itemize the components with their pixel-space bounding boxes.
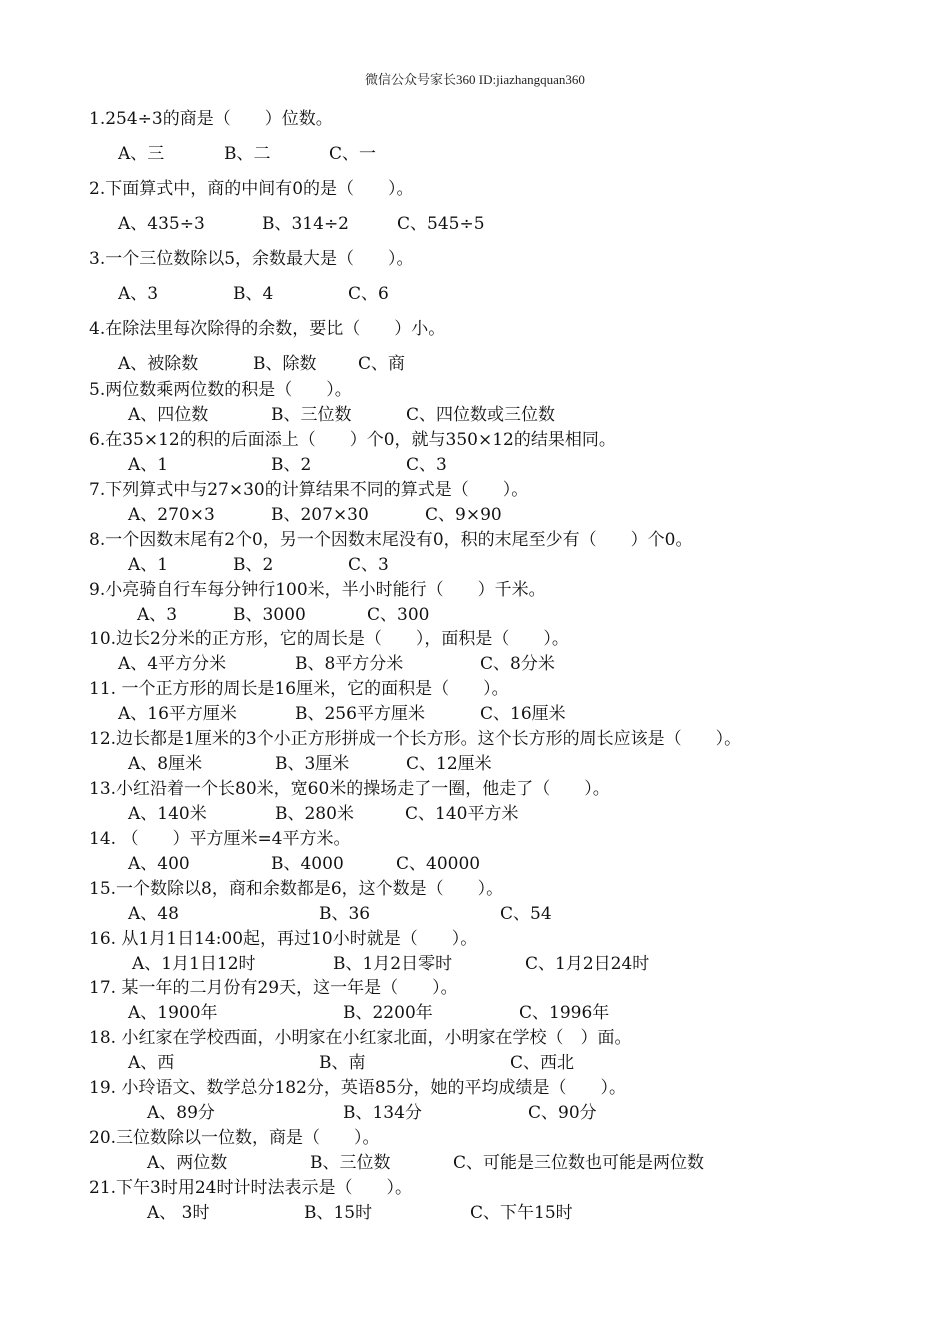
option-c: C、6 [348, 284, 389, 304]
question-stem: 5.两位数乘两位数的积是（ ）。 [89, 380, 352, 400]
option-c: C、3 [406, 455, 447, 475]
option-c: C、40000 [396, 854, 481, 874]
option-a: A、1 [128, 455, 169, 475]
option-b: B、2 [233, 555, 274, 575]
option-c: C、下午15时 [470, 1203, 573, 1223]
option-c: C、商 [358, 354, 406, 374]
option-b: B、2 [271, 455, 312, 475]
option-c: C、9×90 [425, 505, 502, 525]
option-b: B、二 [224, 144, 271, 164]
option-a: A、270×3 [128, 505, 215, 525]
question-stem: 3.一个三位数除以5，余数最大是（ ）。 [89, 249, 414, 269]
question-stem: 12.边长都是1厘米的3个小正方形拼成一个长方形。这个长方形的周长应该是（ ）。 [89, 729, 742, 749]
option-c: C、四位数或三位数 [406, 405, 556, 425]
option-a: A、1 [128, 555, 169, 575]
option-row [0, 1202, 573, 1290]
question-stem: 18. 小红家在学校西面，小明家在小红家北面，小明家在学校（ ）面。 [89, 1028, 632, 1048]
question-stem: 15.一个数除以8，商和余数都是6，这个数是（ ）。 [89, 879, 504, 899]
option-b: B、2200年 [343, 1003, 433, 1023]
question-stem: 13.小红沿着一个长80米，宽60米的操场走了一圈，他走了（ ）。 [89, 779, 610, 799]
option-a: A、3 [118, 284, 159, 304]
option-a: A、四位数 [128, 405, 209, 425]
option-b: B、三位数 [271, 405, 352, 425]
option-b: B、207×30 [271, 505, 369, 525]
question-stem: 11. 一个正方形的周长是16厘米，它的面积是（ ）。 [89, 679, 509, 699]
option-a: A、西 [128, 1053, 175, 1073]
option-b: B、3000 [233, 605, 306, 625]
question-stem: 20.三位数除以一位数，商是（ ）。 [89, 1128, 380, 1148]
option-a: A、48 [128, 904, 179, 924]
question-stem: 6.在35×12的积的后面添上（ ）个0，就与350×12的结果相同。 [89, 430, 616, 450]
option-b: B、除数 [253, 354, 317, 374]
question-stem: 10.边长2分米的正方形，它的周长是（ ），面积是（ ）。 [89, 629, 569, 649]
option-c: C、54 [500, 904, 552, 924]
option-b: B、三位数 [310, 1153, 391, 1173]
option-a: A、1900年 [128, 1003, 218, 1023]
question-stem: 1.254÷3的商是（ ）位数。 [89, 109, 333, 129]
option-a: A、两位数 [147, 1153, 228, 1173]
option-a: A、1月1日12时 [132, 954, 256, 974]
question-stem: 21.下午3时用24时计时法表示是（ ）。 [89, 1178, 412, 1198]
question-stem: 2.下面算式中，商的中间有0的是（ ）。 [89, 179, 414, 199]
question-stem: 19. 小玲语文、数学总分182分，英语85分，她的平均成绩是（ ）。 [89, 1078, 627, 1098]
option-c: C、300 [367, 605, 430, 625]
question-stem: 17. 某一年的二月份有29天，这一年是（ ）。 [89, 978, 458, 998]
option-b: B、134分 [343, 1103, 422, 1123]
option-a: A、435÷3 [118, 214, 205, 234]
question-stem: 14. （ ）平方厘米=4平方米。 [89, 829, 351, 849]
option-b: B、314÷2 [262, 214, 350, 234]
option-c: C、140平方米 [405, 804, 519, 824]
option-a: A、被除数 [118, 354, 199, 374]
option-b: B、36 [319, 904, 371, 924]
option-c: C、8分米 [480, 654, 555, 674]
option-c: C、1月2日24时 [525, 954, 650, 974]
option-c: C、90分 [528, 1103, 597, 1123]
option-a: A、400 [128, 854, 190, 874]
option-b: B、256平方厘米 [295, 704, 425, 724]
option-b: B、4 [233, 284, 274, 304]
option-a: A、3 [137, 605, 178, 625]
option-a: A、三 [118, 144, 165, 164]
option-b: B、8平方分米 [295, 654, 404, 674]
option-a: A、89分 [147, 1103, 215, 1123]
option-a: A、16平方厘米 [118, 704, 237, 724]
option-c: C、16厘米 [480, 704, 566, 724]
option-b: B、1月2日零时 [333, 954, 453, 974]
option-c: C、西北 [510, 1053, 575, 1073]
option-b: B、南 [319, 1053, 366, 1073]
option-a: A、8厘米 [128, 754, 203, 774]
option-a: A、4平方分米 [118, 654, 227, 674]
option-b: B、280米 [275, 804, 354, 824]
option-a: A、 3时 [147, 1203, 210, 1223]
option-c: C、3 [348, 555, 389, 575]
question-stem: 7.下列算式中与27×30的计算结果不同的算式是（ ）。 [89, 480, 529, 500]
page-header: 微信公众号家长360 ID:jiazhangquan360 [365, 72, 585, 87]
question-stem: 4.在除法里每次除得的余数，要比（ ）小。 [89, 319, 446, 339]
question-stem: 9.小亮骑自行车每分钟行100米，半小时能行（ ）千米。 [89, 580, 546, 600]
question-stem: 8.一个因数末尾有2个0，另一个因数末尾没有0，积的末尾至少有（ ）个0。 [89, 530, 693, 550]
option-c: C、12厘米 [406, 754, 492, 774]
option-c: C、545÷5 [397, 214, 485, 234]
option-c: C、可能是三位数也可能是两位数 [453, 1153, 705, 1173]
option-b: B、3厘米 [275, 754, 350, 774]
option-b: B、15时 [304, 1203, 373, 1223]
option-b: B、4000 [271, 854, 344, 874]
option-a: A、140米 [128, 804, 207, 824]
option-c: C、1996年 [519, 1003, 610, 1023]
question-stem: 16. 从1月1日14:00起，再过10小时就是（ ）。 [89, 929, 478, 949]
option-c: C、一 [329, 144, 377, 164]
